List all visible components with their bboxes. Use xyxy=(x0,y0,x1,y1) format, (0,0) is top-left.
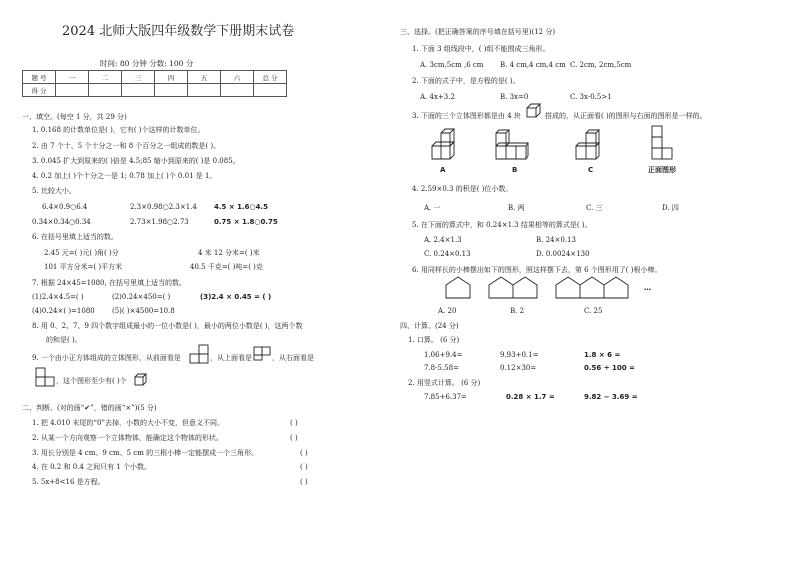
figure-label: 正面图形 xyxy=(648,166,676,174)
front-view-figure xyxy=(190,346,210,364)
mental-calc: 1.06+9.4= xyxy=(424,351,463,359)
score-header-cell: 五 xyxy=(188,71,221,84)
option: B. 4 cm,4 cm,4 cm xyxy=(500,61,566,69)
score-header-cell: 四 xyxy=(155,71,188,84)
right-view-figure xyxy=(36,368,56,388)
s1-q6: 6. 在括号里填上适当的数。 xyxy=(32,233,118,241)
option: C. 25 xyxy=(584,307,603,315)
score-table xyxy=(22,70,287,97)
option: D. 四 xyxy=(662,204,679,212)
option: B. 3x=0 xyxy=(500,93,529,101)
vertical-calc: 7.85+6.37= xyxy=(424,393,467,401)
score-cell xyxy=(122,84,155,97)
option: B. 两 xyxy=(508,204,525,212)
section1-heading: 一、填空。(每空 1 分，共 29 分) xyxy=(22,113,127,121)
front-view-reference xyxy=(652,126,674,160)
judge-item: 1. 把 4.010 末尾的“0”去掉，小数的大小不变，但意义不同。 xyxy=(32,419,225,427)
score-cell xyxy=(254,84,287,97)
fill-item: 40.5 千克=( )吨=( )克 xyxy=(190,263,263,271)
score-header-cell: 六 xyxy=(221,71,254,84)
score-row-label: 得 分 xyxy=(23,84,56,97)
s1-q8: 8. 用 0、2、7、9 四个数字组成最小的一位小数是( )，最小的两位小数是( )，这两个数 xyxy=(32,322,303,330)
s3-q2: 2. 下面的式子中，是方程的是( )。 xyxy=(412,77,520,85)
compare-item: 2.3×0.98○2.3×1.4 xyxy=(130,203,197,211)
score-header-cell: 一 xyxy=(56,71,89,84)
mental-calc: 7.8-5.58= xyxy=(424,364,459,372)
judge-item: 2. 从某一个方向观察一个立体物体，能确定这个物体的形状。 xyxy=(32,434,223,442)
calc-item: (3)2.4 × 0.45 = ( ) xyxy=(200,293,272,301)
fill-item: 4 米 12 分米=( )米 xyxy=(198,249,260,257)
s1-q8-cont: 的和是( )。 xyxy=(46,336,82,344)
house-figure-1 xyxy=(445,276,475,300)
score-cell xyxy=(221,84,254,97)
option: A. 一 xyxy=(424,204,441,212)
figure-label: A xyxy=(440,166,446,174)
top-view-figure xyxy=(254,347,272,361)
s3-q3-part2: 搭成的，从正面看( )的图形与右面的图形是一样的。 xyxy=(545,112,707,120)
compare-item: 2.73×1.98○2.73 xyxy=(130,218,189,226)
judge-mark: ( ) xyxy=(290,419,298,427)
s4-q1: 1. 口算。 (6 分) xyxy=(408,336,460,344)
section2-heading: 二、判断。(对的画“✔”，错的画“×”)(5 分) xyxy=(22,404,157,412)
ellipsis: … xyxy=(644,284,651,292)
section3-heading: 三、选择。(把正确答案的序号填在括号里)(12 分) xyxy=(400,28,556,36)
option: A. 3cm,5cm ,6 cm xyxy=(420,61,484,69)
calc-item: (5)( )×4500=10.8 xyxy=(112,307,175,315)
figure-label: B xyxy=(512,166,518,174)
page-title: 2024 北师大版四年级数学下册期末试卷 xyxy=(62,24,295,39)
s1-q3: 3. 0.045 扩大到原来的( )倍是 4.5;85 缩小到原来的( )是 0.085。 xyxy=(32,157,240,165)
solid-figure-c xyxy=(576,124,606,160)
mental-calc: 1.8 × 6 = xyxy=(584,351,621,359)
option: C. 0.24×0.13 xyxy=(424,250,471,258)
judge-mark: ( ) xyxy=(290,434,298,442)
judge-mark: ( ) xyxy=(300,478,308,486)
vertical-calc: 0.28 × 1.7 = xyxy=(506,393,555,401)
s1-q2: 2. 由 7 个十、5 个十分之一和 8 个百分之一组成的数是( )。 xyxy=(32,142,221,150)
s1-q7: 7. 根据 24×45=1080, 在括号里填上适当的数。 xyxy=(32,279,186,287)
fill-item: 101 平方分米=( )平方米 xyxy=(44,263,123,271)
time-score: 时间: 80 分钟 分数: 100 分 xyxy=(100,59,194,68)
score-header-cell: 三 xyxy=(122,71,155,84)
s1-q9-part4: ，这个图形至少有( )个 xyxy=(56,377,127,385)
s3-q6: 6. 用同样长的小棒摆出如下的图形，照这样摆下去，第 6 个图形用了( )根小棒。 xyxy=(412,266,662,274)
calc-item: (1)2.4×4.5=( ) xyxy=(32,293,84,301)
cube-icon xyxy=(135,374,149,386)
compare-item: 6.4×0.9○6.4 xyxy=(42,203,88,211)
score-cell xyxy=(155,84,188,97)
judge-item: 4. 在 0.2 和 0.4 之间只有 1 个小数。 xyxy=(32,463,151,471)
mental-calc: 0.56 ÷ 100 = xyxy=(584,364,635,372)
mental-calc: 9.93+0.1= xyxy=(500,351,539,359)
s3-q3-part1: 3. 下面的三个立体图形都是由 4 块 xyxy=(412,112,521,120)
score-cell xyxy=(89,84,122,97)
compare-item: 0.75 × 1.8○0.75 xyxy=(214,218,278,226)
option: A. 2.4×1.3 xyxy=(424,236,462,244)
s1-q5: 5. 比较大小。 xyxy=(32,187,76,195)
judge-mark: ( ) xyxy=(300,449,308,457)
figure-label: C xyxy=(588,166,594,174)
solid-figure-b xyxy=(496,124,530,160)
mental-calc: 0.12×30= xyxy=(500,364,537,372)
score-cell xyxy=(56,84,89,97)
s1-q9-part3: ，从右面看是 xyxy=(272,354,314,362)
option: C. 3x-0.5>1 xyxy=(570,93,612,101)
judge-item: 3. 用长分别是 4 cm、9 cm、5 cm 的三根小棒一定能摆成一个三角形。 xyxy=(32,449,259,457)
score-header-cell: 题 号 xyxy=(23,71,56,84)
section4-heading: 四、计算。(24 分) xyxy=(400,322,459,330)
option: C. 2cm, 2cm,5cm xyxy=(570,61,632,69)
s3-q4: 4. 2.59×0.3 的积是( )位小数。 xyxy=(412,185,513,193)
house-figure-2 xyxy=(488,276,542,300)
option: D. 0.0024×130 xyxy=(536,250,590,258)
vertical-calc: 9.82 − 3.69 = xyxy=(584,393,638,401)
fill-item: 2.45 元=( )元( )角( )分 xyxy=(44,249,119,257)
judge-item: 5. 5x+8<16 是方程。 xyxy=(32,478,105,486)
option: A. 20 xyxy=(438,307,457,315)
s1-q4: 4. 0.2 加上( )个十分之一是 1; 0.78 加上( )个 0.01 是 1。 xyxy=(32,172,217,180)
s1-q9-part2: ，从上面看是 xyxy=(210,354,252,362)
solid-figure-a xyxy=(432,126,462,160)
option: A. 4x+3.2 xyxy=(420,93,455,101)
score-header-cell: 二 xyxy=(89,71,122,84)
s3-q5: 5. 在下面的算式中，和 0.24×1.3 结果相等的算式是( )。 xyxy=(412,221,592,229)
judge-mark: ( ) xyxy=(300,463,308,471)
calc-item: (4)0.24×( )=1080 xyxy=(32,307,95,315)
score-header-cell: 总 分 xyxy=(254,71,287,84)
s1-q1: 1. 0.168 的计数单位是( )，它有( )个这样的计数单位。 xyxy=(32,126,205,134)
option: C. 三 xyxy=(586,204,603,212)
s3-q1: 1. 下面 3 组线段中，( )组不能围成三角形。 xyxy=(412,45,550,53)
cube-icon xyxy=(527,104,541,117)
compare-item: 4.5 × 1.6○4.5 xyxy=(214,203,269,211)
s4-q2: 2. 用竖式计算。 (6 分) xyxy=(408,379,481,387)
option: B. 24×0.13 xyxy=(536,236,576,244)
house-figure-3 xyxy=(555,276,635,300)
option: B. 2 xyxy=(510,307,525,315)
calc-item: (2)0.24×450=( ) xyxy=(112,293,171,301)
score-cell xyxy=(188,84,221,97)
compare-item: 0.34×0.34○0.34 xyxy=(32,218,91,226)
s1-q9-part1: 9. 一个由小正方体组成的立体图形，从前面看是 xyxy=(32,354,181,362)
